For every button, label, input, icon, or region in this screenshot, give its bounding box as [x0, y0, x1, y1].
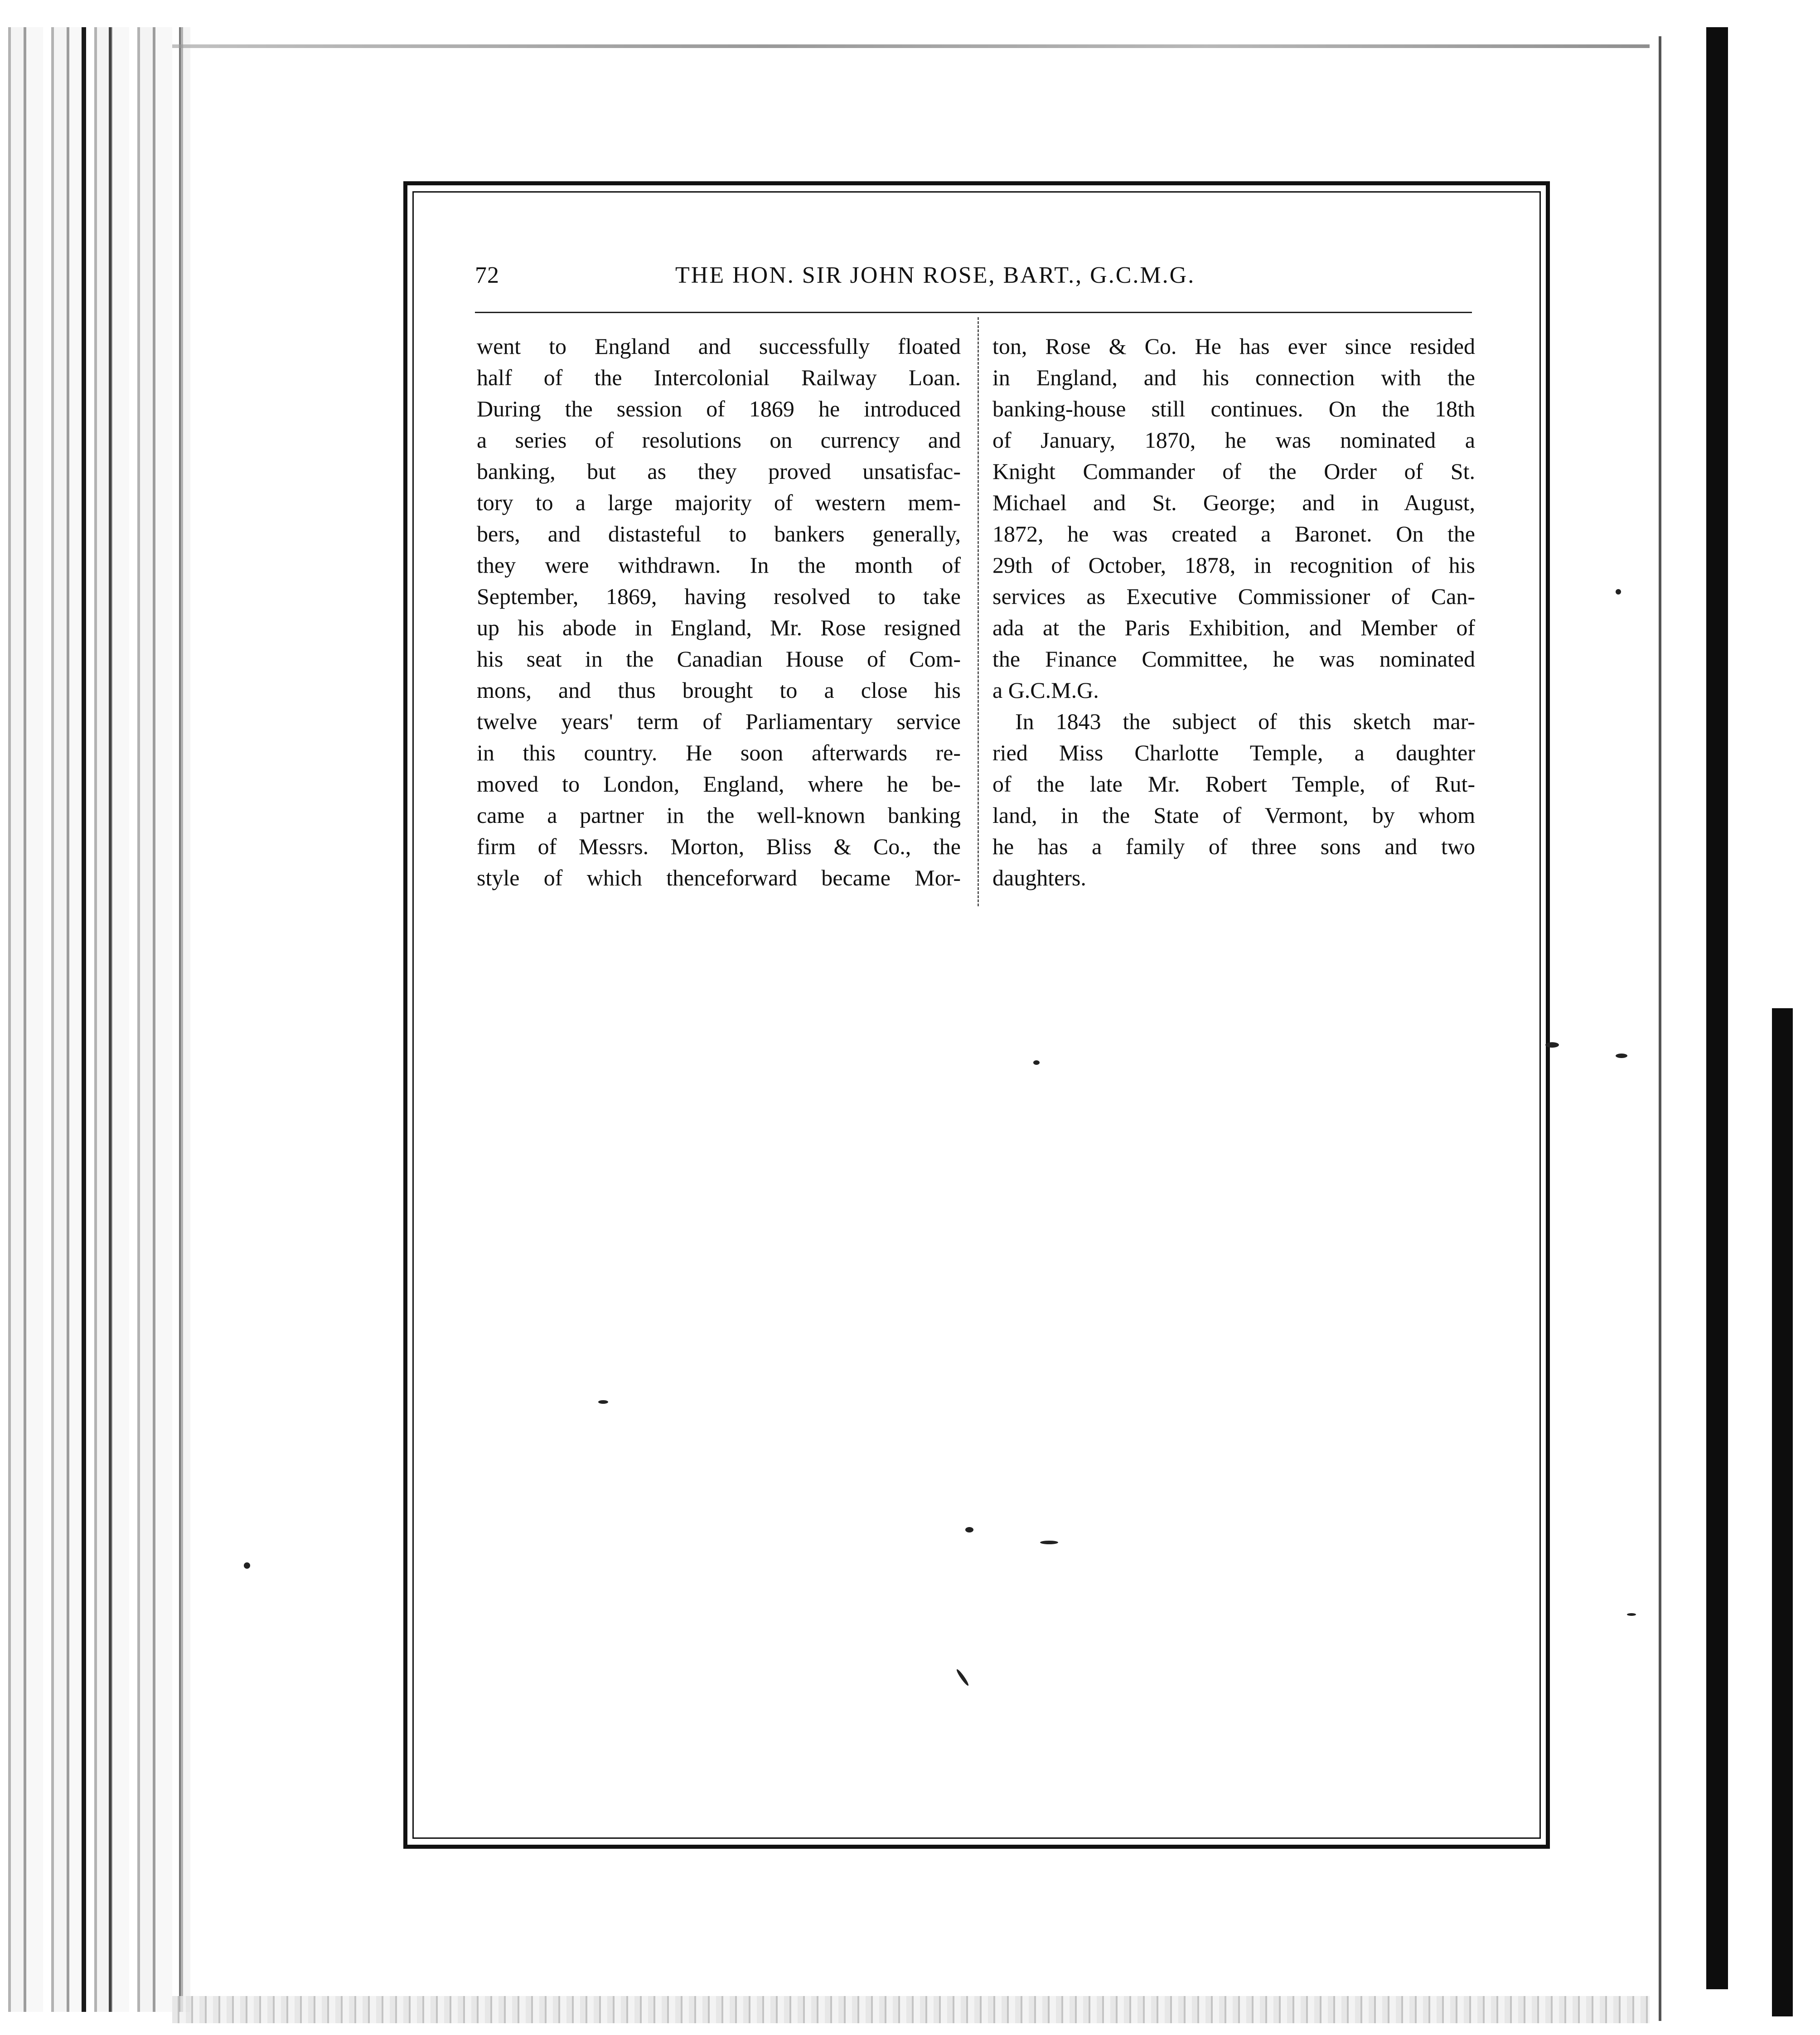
scan-binding-shadow	[0, 27, 190, 2012]
scan-edge-line	[82, 27, 86, 2012]
text-line: in England, and his connection with the	[992, 365, 1475, 390]
text-line: Michael and St. George; and in August,	[992, 490, 1475, 515]
text-line: twelve years' term of Parliamentary service	[477, 709, 961, 734]
header-rule	[475, 312, 1472, 313]
text-line: of the late Mr. Robert Temple, of Rut-	[992, 771, 1475, 797]
text-line: the Finance Committee, he was nominated	[992, 646, 1475, 672]
text-column-left	[477, 331, 961, 894]
scan-edge-line	[179, 27, 181, 2012]
text-line: they were withdrawn. In the month of	[477, 552, 961, 578]
scan-right-black-bar	[1772, 1008, 1793, 2016]
scan-speck	[244, 1562, 250, 1569]
text-line: September, 1869, having resolved to take	[477, 584, 961, 609]
text-line: daughters.	[992, 865, 1086, 890]
text-line: 1872, he was created a Baronet. On the	[992, 521, 1475, 546]
text-line: banking-house still continues. On the 18th	[992, 396, 1475, 421]
text-line: moved to London, England, where he be-	[477, 771, 961, 797]
text-line: Knight Commander of the Order of St.	[992, 459, 1475, 484]
scan-speck	[1616, 589, 1621, 595]
scan-speck	[1627, 1613, 1636, 1616]
text-line: mons, and thus brought to a close his	[477, 677, 961, 703]
page-top-edge	[172, 44, 1650, 48]
scan-speck	[1545, 1042, 1559, 1048]
text-line: In 1843 the subject of this sketch mar-	[1015, 709, 1475, 734]
text-line: land, in the State of Vermont, by whom	[992, 802, 1475, 828]
text-line: ried Miss Charlotte Temple, a daughter	[992, 740, 1475, 765]
text-line: ton, Rose & Co. He has ever since resided	[992, 334, 1475, 359]
scan-right-black-bar	[1706, 27, 1728, 1989]
scan-edge-line	[109, 27, 111, 2012]
text-line: in this country. He soon afterwards re-	[477, 740, 961, 765]
scan-speck	[1040, 1541, 1058, 1544]
text-line: his seat in the Canadian House of Com-	[477, 646, 961, 672]
text-line: 29th of October, 1878, in recognition of his	[992, 552, 1475, 578]
page-bottom-edge	[172, 1996, 1650, 2023]
text-line: up his abode in England, Mr. Rose resigned	[477, 615, 961, 640]
text-line: bers, and distasteful to bankers generally,	[477, 521, 961, 546]
text-line: banking, but as they proved unsatisfac-	[477, 459, 961, 484]
text-line: a series of resolutions on currency and	[477, 427, 961, 453]
text-line: went to England and successfully floated	[477, 334, 961, 359]
page-number: 72	[475, 262, 499, 288]
scan-speck	[965, 1527, 973, 1532]
scan-speck	[1616, 1054, 1627, 1058]
running-head: THE HON. SIR JOHN ROSE, BART., G.C.M.G.	[675, 262, 1196, 288]
text-line: style of which thenceforward became Mor-	[477, 865, 961, 890]
text-line: a G.C.M.G.	[992, 677, 1099, 703]
scan-speck	[598, 1400, 608, 1404]
text-line: firm of Messrs. Morton, Bliss & Co., the	[477, 834, 961, 859]
text-line: tory to a large majority of western mem-	[477, 490, 961, 515]
text-line: services as Executive Commissioner of Can-	[992, 584, 1475, 609]
text-line: he has a family of three sons and two	[992, 834, 1475, 859]
text-column-right	[992, 331, 1475, 894]
text-line: During the session of 1869 he introduced	[477, 396, 961, 421]
text-line: came a partner in the well-known banking	[477, 802, 961, 828]
text-line: of January, 1870, he was nominated a	[992, 427, 1475, 453]
text-line: half of the Intercolonial Railway Loan.	[477, 365, 961, 390]
page-right-edge	[1659, 36, 1661, 2021]
text-line: ada at the Paris Exhibition, and Member of	[992, 615, 1475, 640]
column-divider	[978, 317, 979, 906]
scan-speck	[1033, 1060, 1040, 1065]
